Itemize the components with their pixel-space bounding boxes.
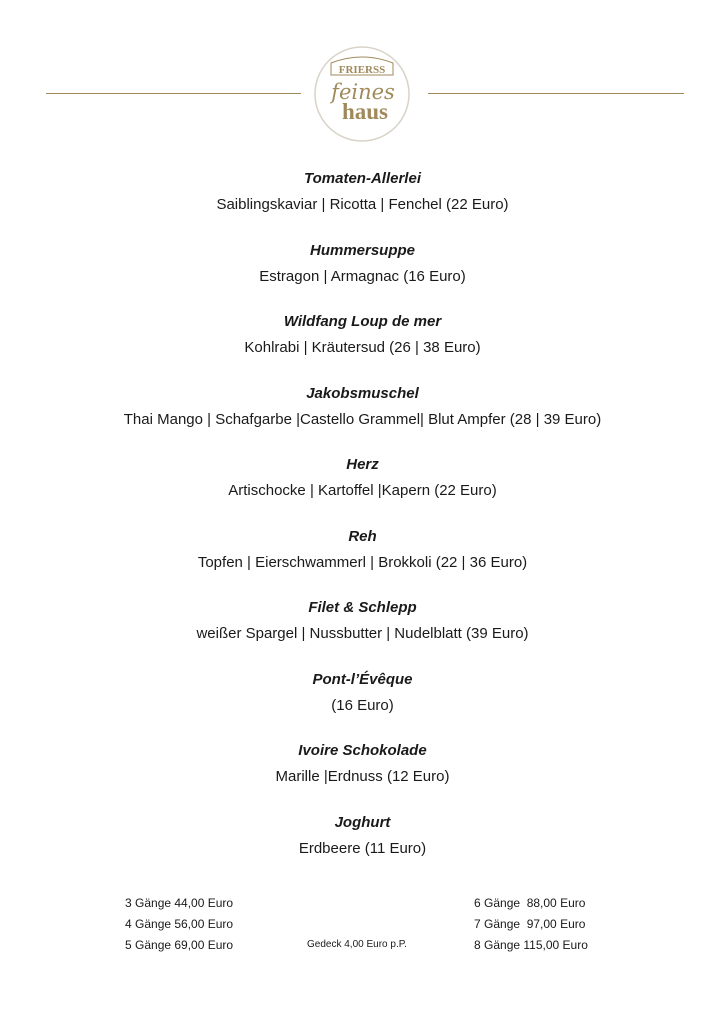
restaurant-logo-icon	[313, 45, 411, 143]
course-description: Marille |Erdnuss (12 Euro)	[275, 768, 450, 785]
course-name: Wildfang Loup de mer	[283, 313, 442, 330]
course-description: Topfen | Eierschwammerl | Brokkoli (22 | 36 Euro)	[197, 553, 528, 571]
menu-price-row: 3 Gänge 44,00 Euro	[125, 896, 234, 910]
course-name: Joghurt	[334, 813, 391, 831]
course-description: Kohlrabi | Kräutersud (26 | 38 Euro)	[244, 339, 481, 356]
logo-script-text: feines	[331, 80, 395, 104]
menu-price-row: 8 Gänge 115,00 Euro	[474, 938, 588, 952]
course-item	[0, 741, 725, 813]
course-item	[0, 312, 725, 384]
course-item	[0, 670, 725, 742]
course-item	[0, 813, 725, 885]
course-name: Pont-l’Évêque	[312, 670, 413, 688]
course-item	[0, 169, 725, 241]
menu-price-row: 4 Gänge 56,00 Euro	[125, 917, 234, 931]
course-description: Saiblingskaviar | Ricotta | Fenchel (22 Euro)	[216, 196, 509, 213]
course-name: Reh	[348, 527, 377, 545]
course-name: Ivoire Schokolade	[298, 742, 427, 759]
menu-price-row: 6 Gänge 88,00 Euro	[474, 896, 586, 910]
menu-price-row: 5 Gänge 69,00 Euro	[125, 938, 234, 952]
course-description: Erdbeere (11 Euro)	[298, 839, 427, 857]
course-name: Filet & Schlepp	[308, 599, 417, 616]
logo-bottom-text: haus	[341, 99, 389, 124]
course-name: Herz	[346, 456, 379, 473]
course-description: (16 Euro)	[331, 696, 394, 714]
logo-top-text: FRIERSS	[338, 64, 386, 76]
course-item	[0, 384, 725, 456]
price-list-right	[474, 893, 588, 956]
price-list-left	[125, 893, 233, 956]
course-description: Artischocke | Kartoffel |Kapern (22 Euro)	[228, 482, 497, 499]
course-description: Thai Mango | Schafgarbe |Castello Grammel| Blut Ampfer (28 | 39 Euro)	[123, 410, 602, 428]
course-description: weißer Spargel | Nussbutter | Nudelblatt (39 Euro)	[196, 625, 529, 642]
course-name: Tomaten-Allerlei	[304, 170, 421, 187]
cover-charge: Gedeck 4,00 Euro p.P.	[307, 939, 407, 950]
course-item	[0, 598, 725, 670]
header-rule-left	[46, 93, 301, 94]
menu-price-row: 7 Gänge 97,00 Euro	[474, 917, 586, 931]
course-name: Hummersuppe	[309, 241, 416, 259]
header-rule-right	[428, 93, 684, 94]
course-description: Estragon | Armagnac (16 Euro)	[259, 267, 466, 285]
course-item	[0, 527, 725, 599]
course-item	[0, 455, 725, 527]
menu-courses	[0, 169, 725, 884]
course-item	[0, 241, 725, 313]
course-name: Jakobsmuschel	[306, 384, 419, 402]
